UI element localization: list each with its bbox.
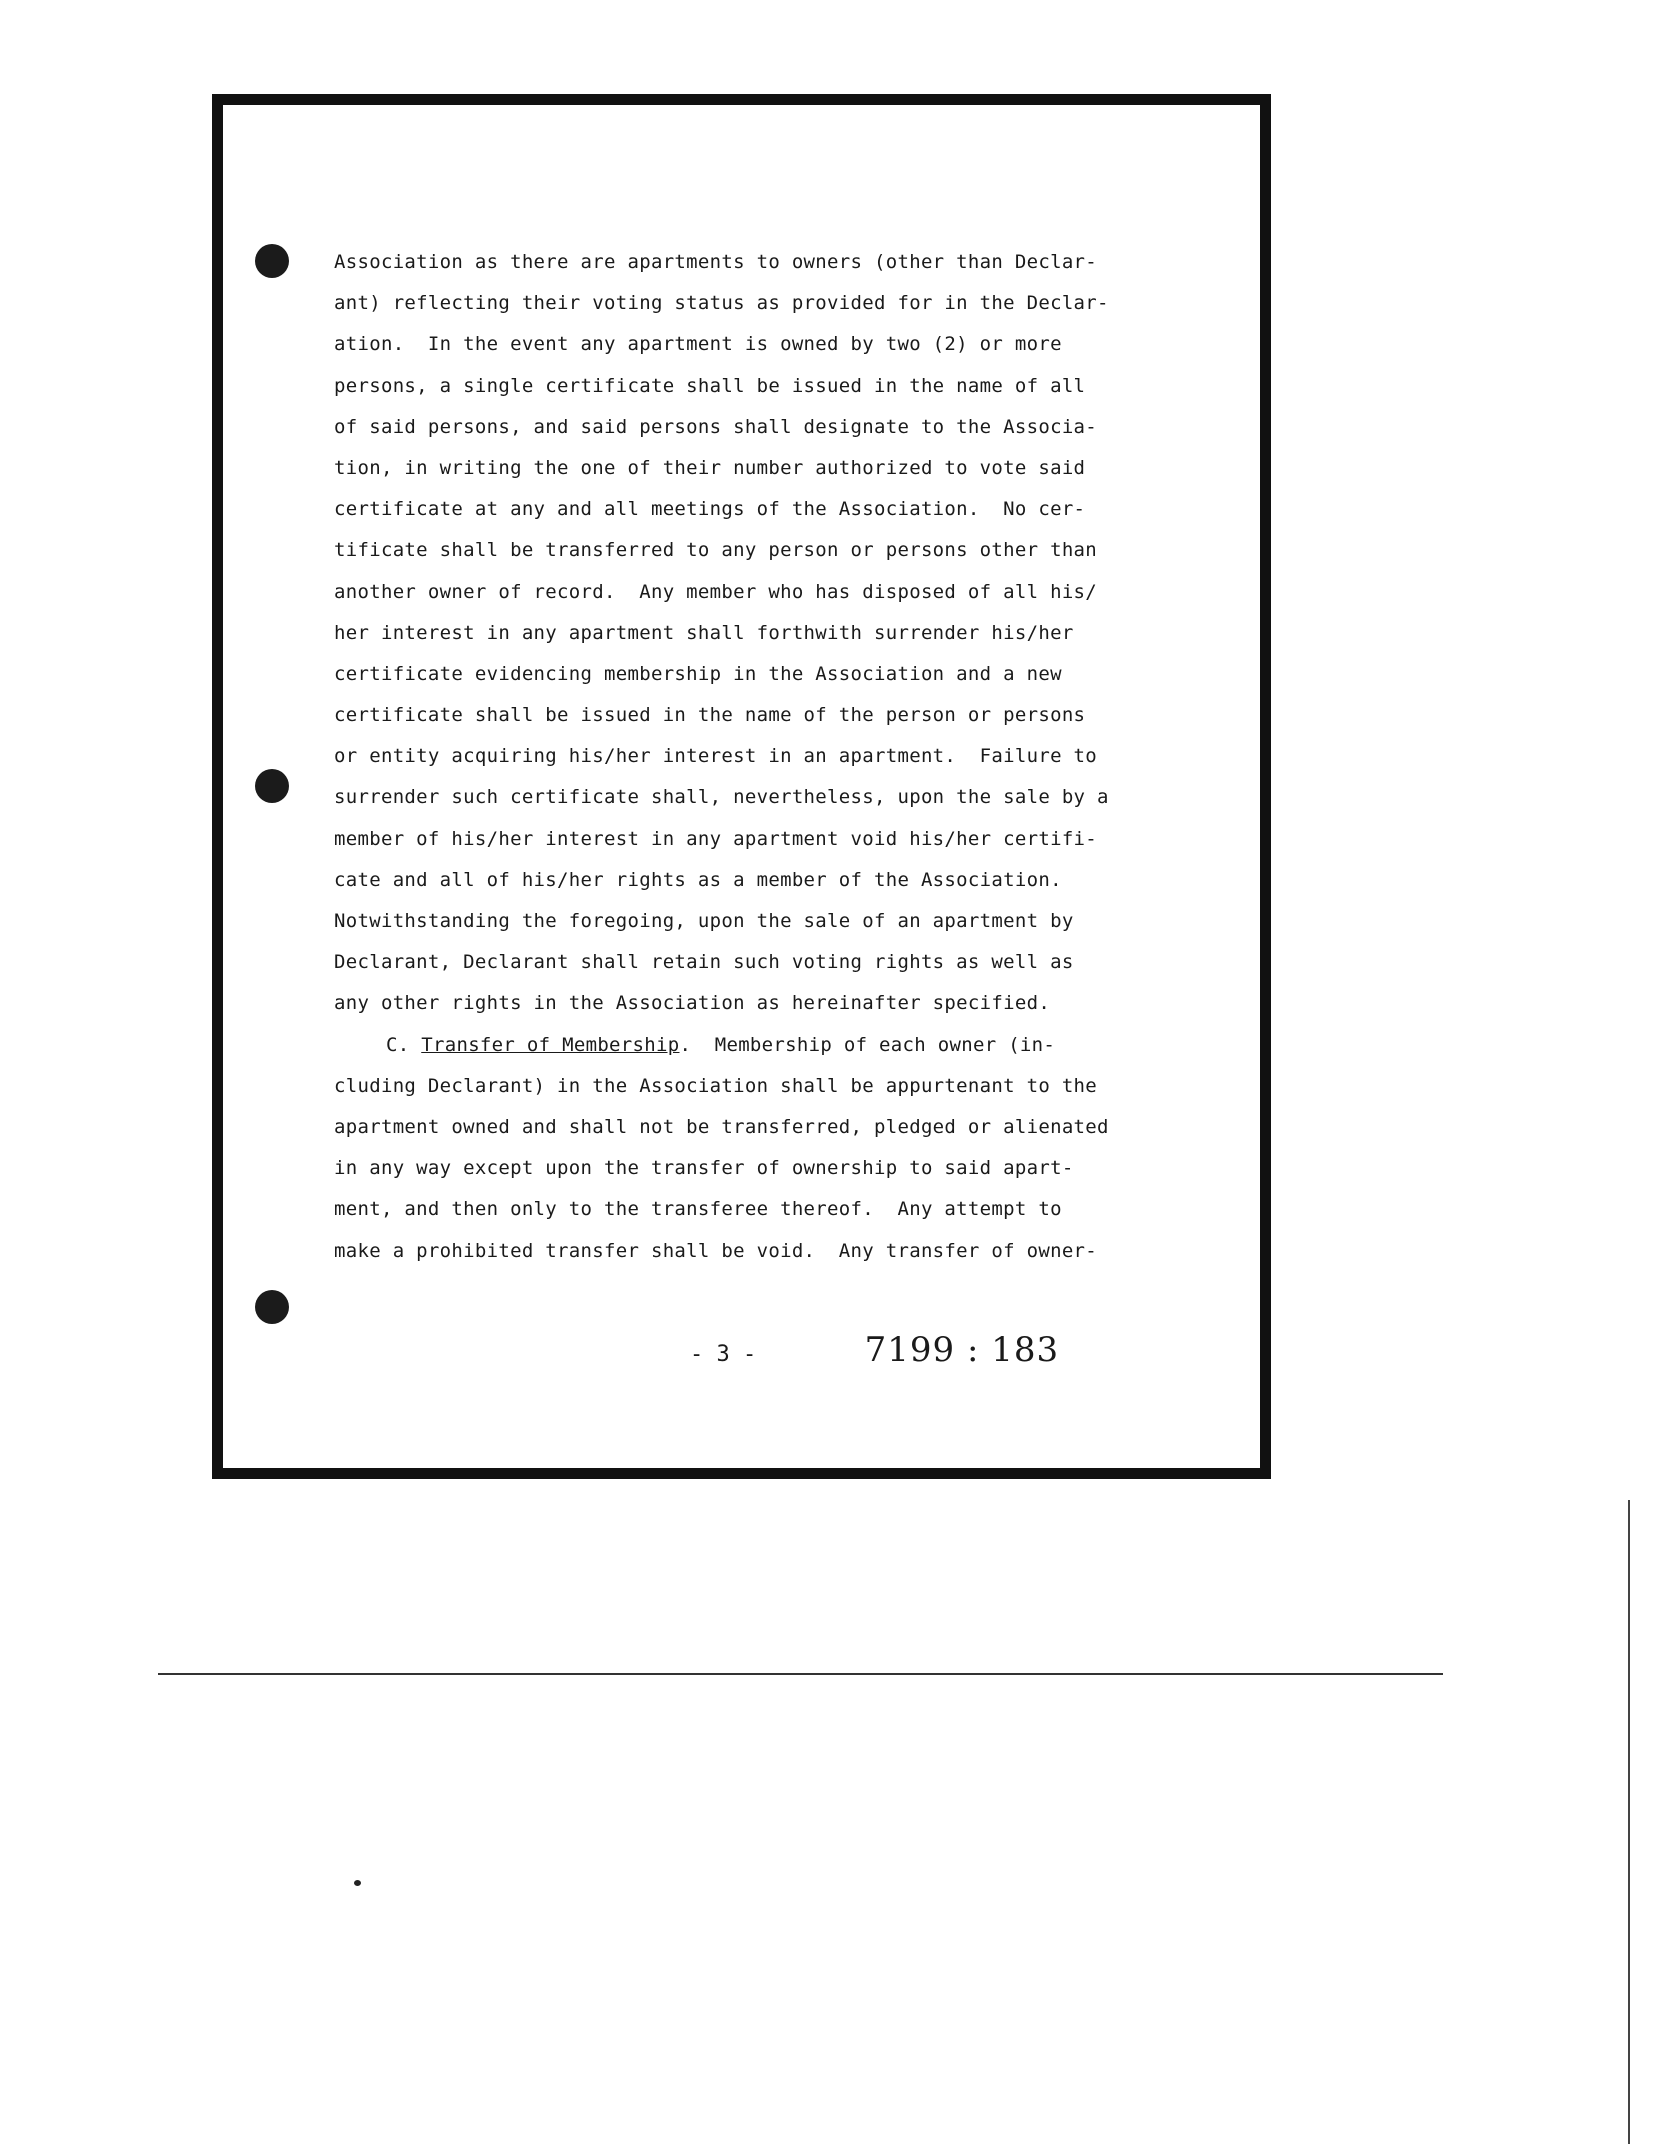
text-line: in any way except upon the transfer of ownership to said apart- [334, 1157, 1074, 1180]
scan-edge-line [1628, 1500, 1630, 2144]
text-line: certificate at any and all meetings of the Association. No cer- [334, 498, 1086, 521]
section-heading: Transfer of Membership [421, 1033, 680, 1056]
text-line: persons, a single certificate shall be issued in the name of all [334, 374, 1086, 397]
text-line: or entity acquiring his/her interest in an apartment. Failure to [334, 745, 1098, 768]
text-line: surrender such certificate shall, nevertheless, upon the sale by a [334, 786, 1109, 809]
text-line: of said persons, and said persons shall designate to the Associa- [334, 415, 1098, 438]
punch-hole-middle [255, 769, 289, 803]
text-line: tion, in writing the one of their number authorized to vote said [334, 456, 1086, 479]
text-line: tificate shall be transferred to any person or persons other than [334, 539, 1098, 562]
section-letter: C. [386, 1033, 410, 1056]
text-line: cluding Declarant) in the Association shall be appurtenant to the [334, 1074, 1098, 1097]
text-line: ant) reflecting their voting status as provided for in the Declar- [334, 292, 1109, 315]
text-line: her interest in any apartment shall forthwith surrender his/her [334, 621, 1074, 644]
text-line: ment, and then only to the transferee thereof. Any attempt to [334, 1198, 1062, 1221]
text-line: certificate shall be issued in the name of the person or persons [334, 704, 1086, 727]
text-line: Association as there are apartments to owners (other than Declar- [334, 251, 1098, 273]
text-line: apartment owned and shall not be transferred, pledged or alienated [334, 1115, 1109, 1138]
text-line: ation. In the event any apartment is owned by two (2) or more [334, 333, 1062, 356]
text-line: Notwithstanding the foregoing, upon the sale of an apartment by [334, 910, 1074, 932]
section-c-heading-line [334, 1025, 1144, 1066]
page-number: - 3 - [690, 1342, 757, 1367]
text-line: certificate evidencing membership in the Association and a new [334, 662, 1062, 685]
punch-hole-bottom [255, 1290, 289, 1324]
section-first-line-text: . Membership of each owner (in- [679, 1033, 1056, 1056]
body-text [334, 242, 1144, 1272]
document-number: 7199 : 183 [864, 1330, 1060, 1370]
bottom-divider [158, 1673, 1443, 1675]
text-line: another owner of record. Any member who has disposed of all his/ [334, 580, 1098, 603]
text-line: make a prohibited transfer shall be void. Any transfer of owner- [334, 1239, 1098, 1262]
punch-hole-top [255, 244, 289, 278]
text-line: any other rights in the Association as hereinafter specified. [334, 992, 1051, 1015]
text-line: Declarant, Declarant shall retain such voting rights as well as [334, 951, 1074, 974]
text-line: member of his/her interest in any apartment void his/her certifi- [334, 827, 1098, 850]
page-footer [690, 1330, 1059, 1370]
scan-speck [354, 1880, 361, 1886]
text-line: cate and all of his/her rights as a member of the Association. [334, 868, 1062, 891]
